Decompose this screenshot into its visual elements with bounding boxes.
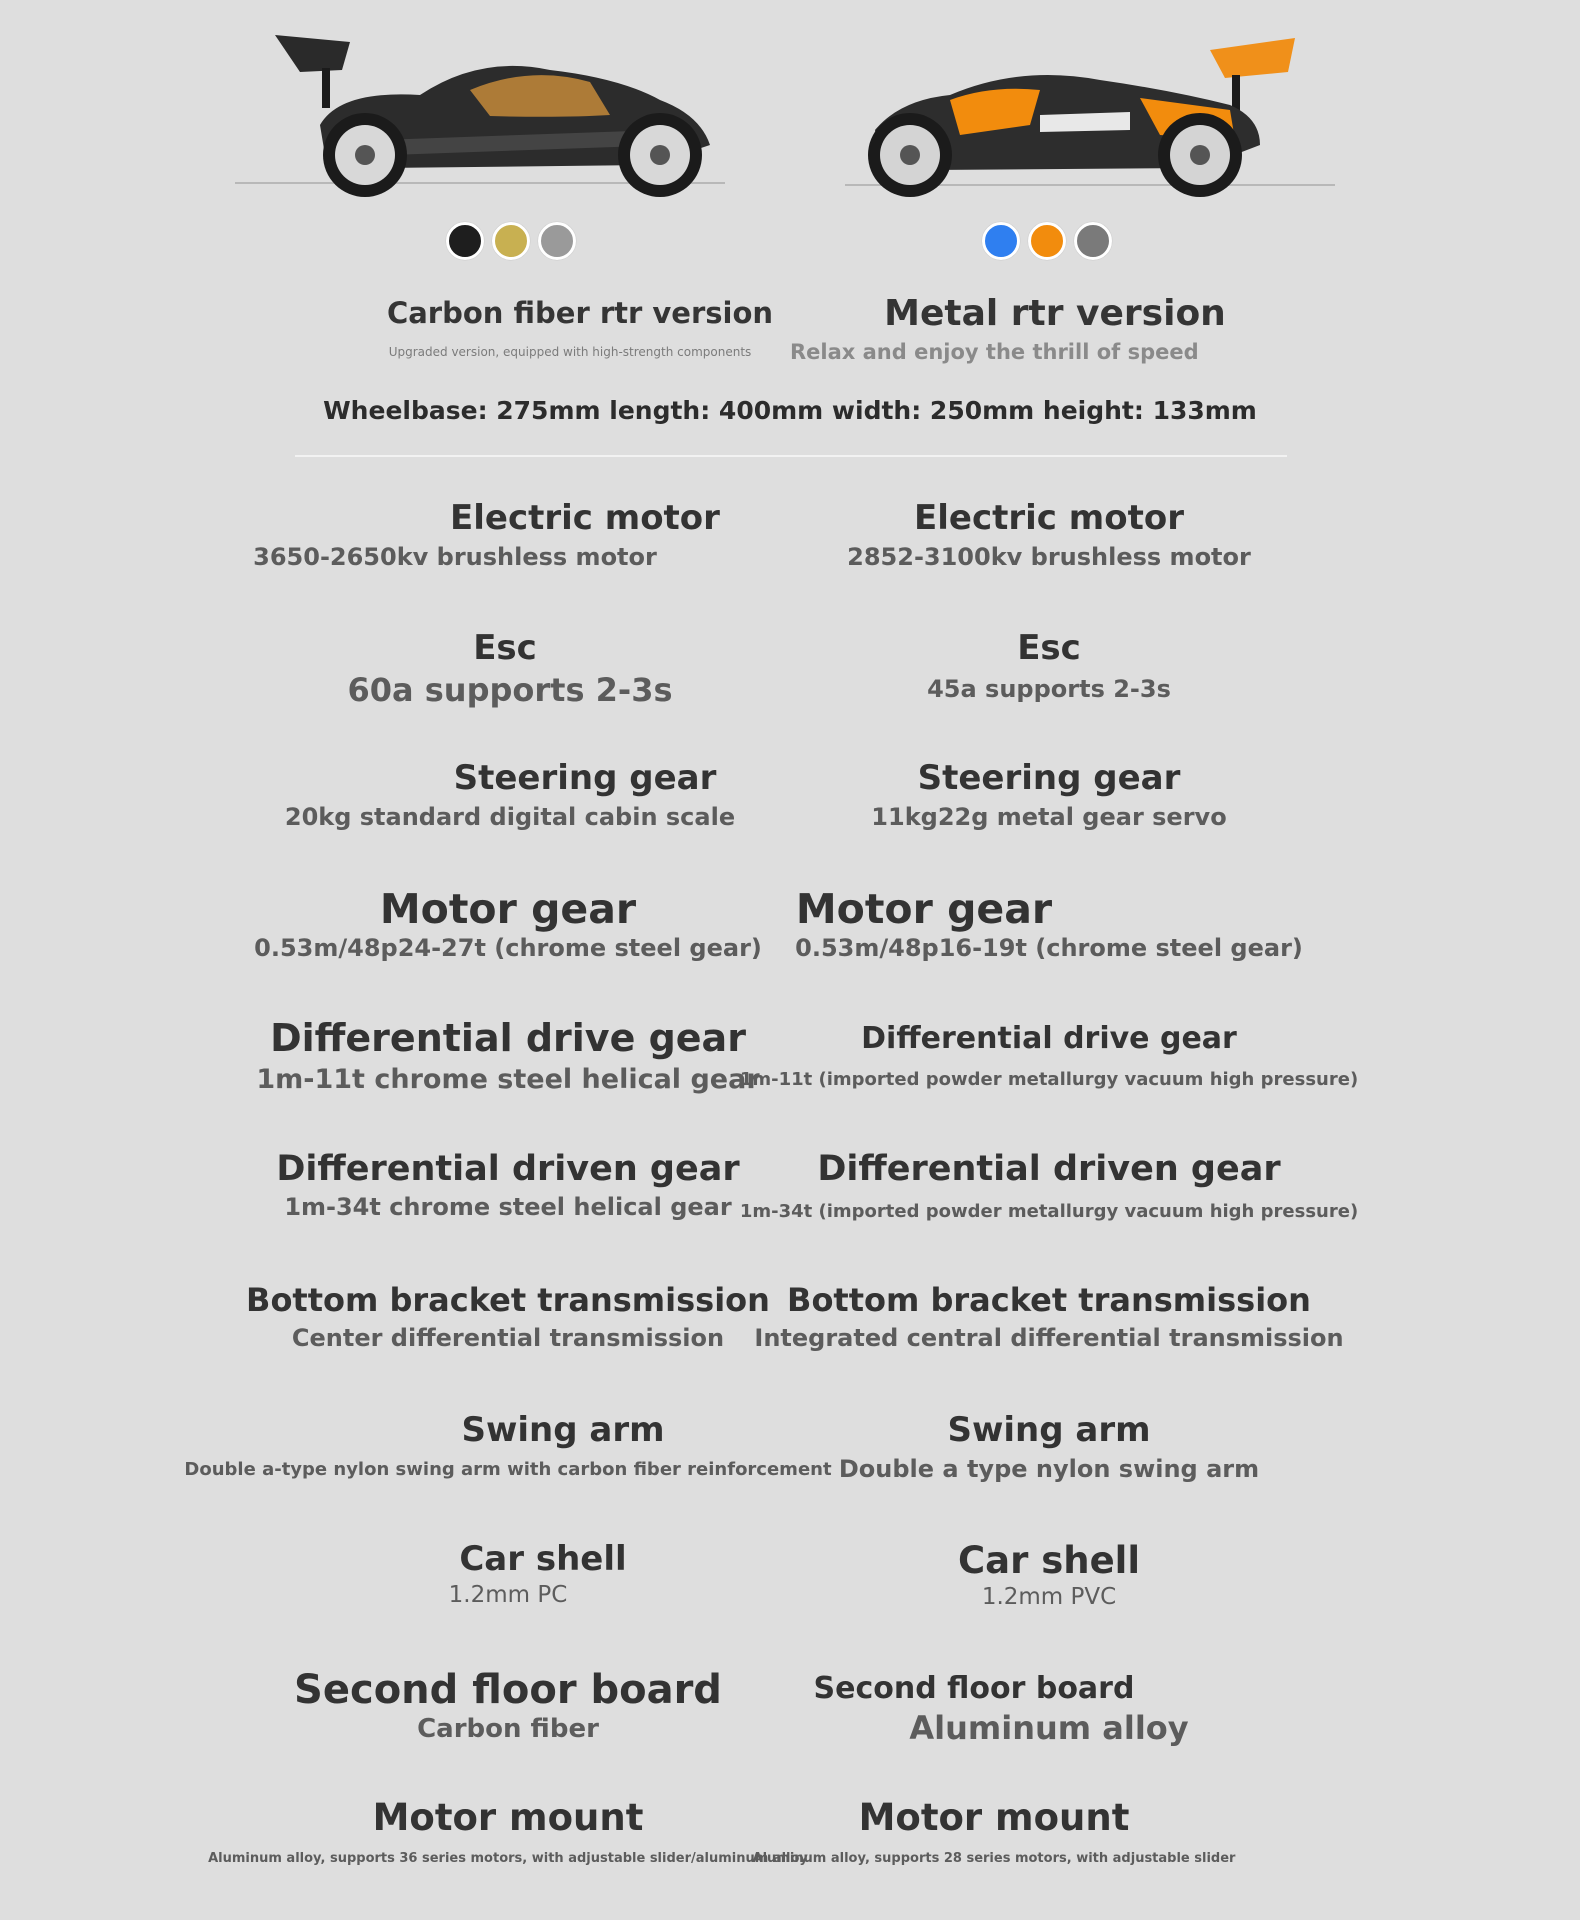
spec-label: Second floor board <box>813 1671 1135 1706</box>
color-swatch[interactable] <box>1028 222 1066 260</box>
spec-label: Differential drive gear <box>861 1021 1237 1056</box>
spec-right-electric-motor <box>724 500 1374 572</box>
spec-right-second-floor-board <box>724 1672 1374 1747</box>
spec-label: Motor gear <box>795 885 1053 933</box>
spec-value: 60a supports 2-3s <box>347 671 673 710</box>
spec-label: Car shell <box>957 1539 1141 1582</box>
color-swatch[interactable] <box>982 222 1020 260</box>
spec-value: Aluminum alloy, supports 28 series motors, with adjustable slider <box>752 1850 1236 1866</box>
spec-label: Electric motor <box>914 498 1184 538</box>
spec-label: Electric motor <box>450 498 720 538</box>
spec-label: Car shell <box>459 1539 627 1579</box>
spec-value: 11kg22g metal gear servo <box>871 803 1227 832</box>
metal-car-image <box>840 20 1340 200</box>
spec-right-motor-mount <box>724 1798 1374 1866</box>
spec-label: Second floor board <box>294 1667 722 1713</box>
carbon-version-title: Carbon fiber rtr version <box>386 296 774 330</box>
spec-value: Aluminum alloy, supports 36 series motors, with adjustable slider/aluminum alloy <box>208 1850 808 1866</box>
carbon-version-subtitle: Upgraded version, equipped with high-strength components <box>388 345 752 359</box>
metal-color-swatches <box>982 222 1112 260</box>
spec-value: Double a type nylon swing arm <box>838 1455 1260 1484</box>
spec-label: Bottom bracket transmission <box>787 1281 1311 1319</box>
spec-value: 1m-34t (imported powder metallurgy vacuum high pressure) <box>739 1200 1359 1222</box>
spec-label: Differential drive gear <box>270 1016 746 1060</box>
spec-value: 20kg standard digital cabin scale <box>284 803 736 832</box>
metal-version-subtitle: Relax and enjoy the thrill of speed <box>790 340 1199 364</box>
spec-value: 1m-11t (imported powder metallurgy vacuum high pressure) <box>739 1069 1359 1090</box>
spec-label: Bottom bracket transmission <box>246 1281 770 1319</box>
spec-label: Esc <box>1017 628 1081 668</box>
color-swatch[interactable] <box>492 222 530 260</box>
spec-label: Motor mount <box>858 1796 1130 1839</box>
spec-right-steering-gear <box>724 760 1374 832</box>
carbon-color-swatches <box>446 222 576 260</box>
spec-label: Differential driven gear <box>276 1149 740 1189</box>
spec-value: Center differential transmission <box>291 1324 725 1353</box>
spec-label: Differential driven gear <box>817 1149 1281 1189</box>
dimensions-line: Wheelbase: 275mm length: 400mm width: 250mm height: 133mm <box>323 396 1257 425</box>
spec-value: 1m-34t chrome steel helical gear <box>284 1192 732 1221</box>
spec-label: Swing arm <box>461 1410 665 1450</box>
spec-right-car-shell <box>724 1541 1374 1611</box>
spec-right-esc <box>724 630 1374 704</box>
color-swatch[interactable] <box>538 222 576 260</box>
carbon-fiber-car-image <box>230 20 730 200</box>
spec-right-swing-arm <box>724 1412 1374 1484</box>
color-swatch[interactable] <box>1074 222 1112 260</box>
spec-value: 0.53m/48p16-19t (chrome steel gear) <box>795 934 1303 963</box>
spec-right-motor-gear <box>724 887 1374 963</box>
spec-right-differential-driven-gear <box>724 1150 1374 1222</box>
metal-version-title: Metal rtr version <box>884 293 1226 334</box>
spec-label: Esc <box>473 628 537 668</box>
spec-value: 1.2mm PVC <box>981 1583 1117 1610</box>
spec-label: Motor gear <box>379 885 637 933</box>
divider <box>295 455 1287 457</box>
spec-value: Carbon fiber <box>417 1714 599 1744</box>
spec-label: Swing arm <box>947 1410 1151 1450</box>
spec-value: Aluminum alloy <box>909 1709 1189 1747</box>
spec-right-differential-drive-gear <box>724 1022 1374 1091</box>
color-swatch[interactable] <box>446 222 484 260</box>
spec-value: Integrated central differential transmission <box>754 1324 1344 1353</box>
spec-value: 1.2mm PC <box>448 1582 568 1609</box>
spec-value: 45a supports 2-3s <box>927 675 1171 704</box>
spec-right-bottom-bracket <box>724 1283 1374 1353</box>
spec-value: 3650-2650kv brushless motor <box>253 543 657 572</box>
spec-value: 1m-11t chrome steel helical gear <box>256 1063 760 1095</box>
spec-value: Double a-type nylon swing arm with carbon fiber reinforcement <box>184 1459 832 1481</box>
spec-label: Steering gear <box>453 758 717 798</box>
spec-value: 2852-3100kv brushless motor <box>847 543 1251 572</box>
spec-label: Steering gear <box>917 758 1181 798</box>
spec-value: 0.53m/48p24-27t (chrome steel gear) <box>254 934 762 963</box>
spec-label: Motor mount <box>372 1796 644 1839</box>
